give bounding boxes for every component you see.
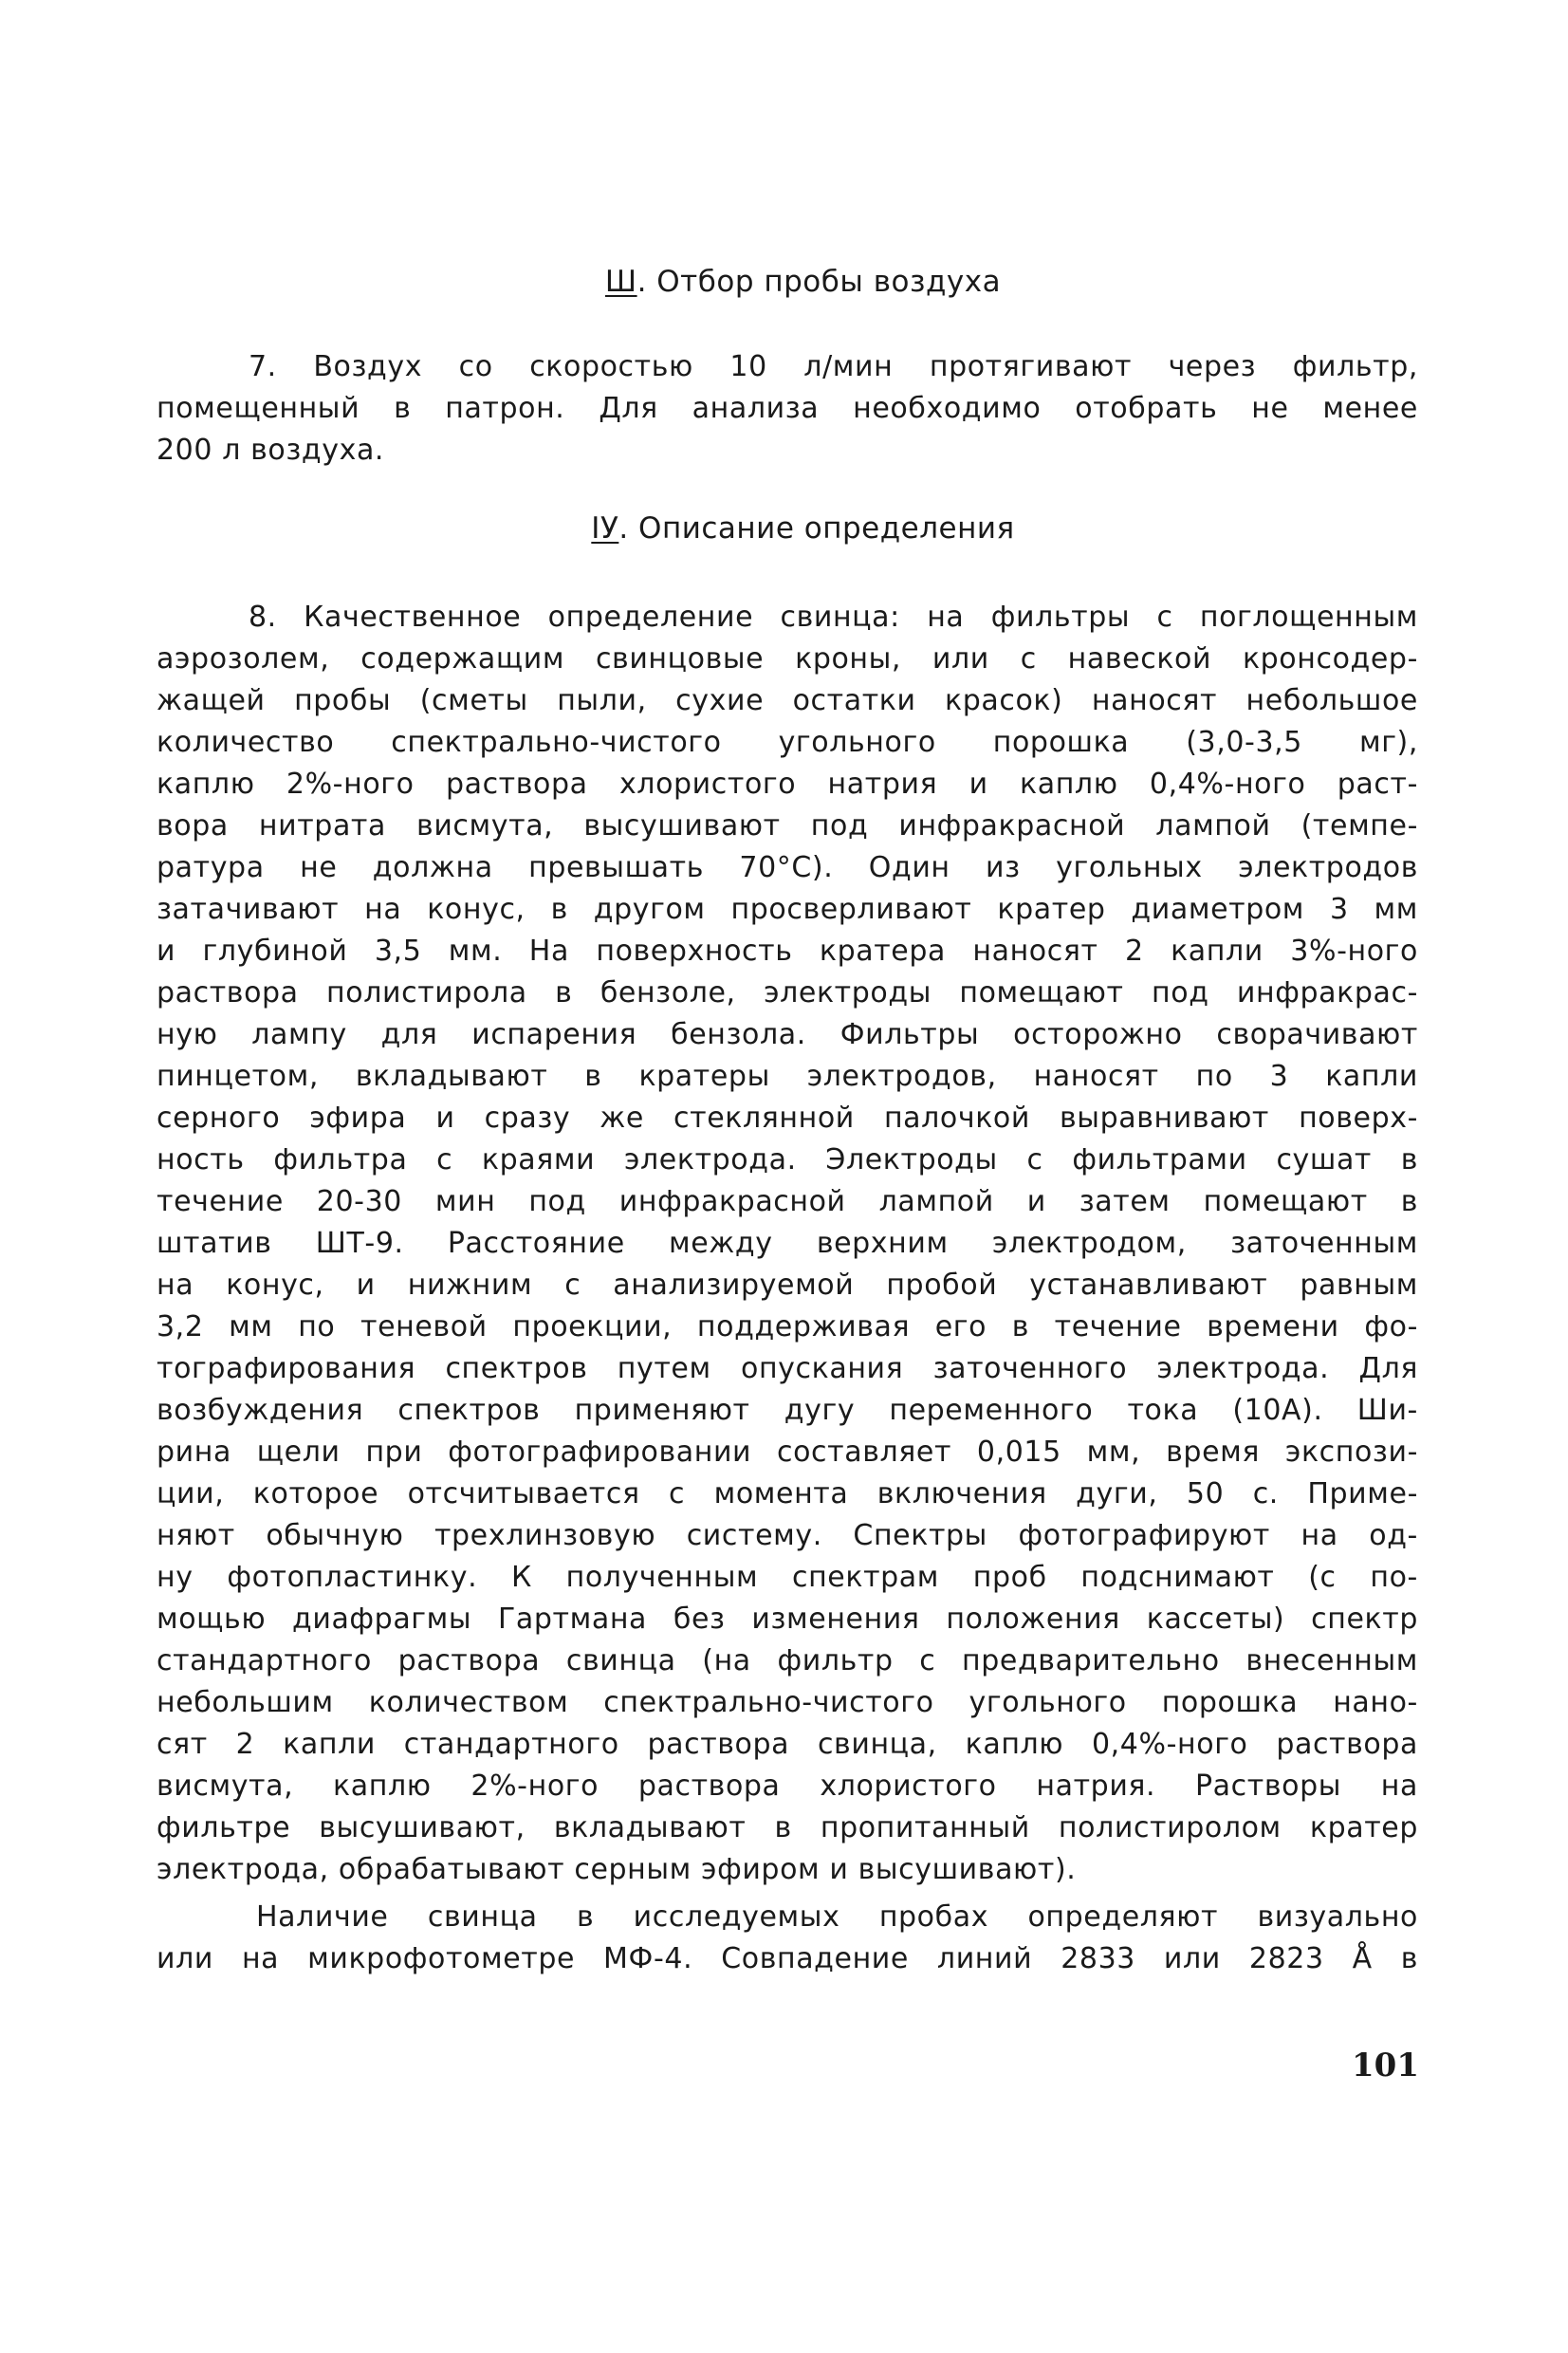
- text-line: рина щели при фотографировании составляет 0,015 мм, время экспози-: [157, 1436, 1418, 1469]
- text-line: Наличие свинца в исследуемых пробах определяют визуально: [256, 1900, 1418, 1934]
- text-line: тографирования спектров путем опускания заточенного электрода. Для: [157, 1352, 1418, 1385]
- text-line: раствора полистирола в бензоле, электроды помещают под инфракрас-: [157, 976, 1418, 1010]
- text-line: небольшим количеством спектрально-чистого угольного порошка нано-: [157, 1686, 1418, 1719]
- text-line: вора нитрата висмута, высушивают под инфракрасной лампой (темпе-: [157, 809, 1418, 843]
- text-line: штатив ШТ-9. Расстояние между верхним электродом, заточенным: [157, 1227, 1418, 1260]
- section-number: IУ: [591, 511, 619, 546]
- text-line: 3,2 мм по теневой проекции, поддерживая его в течение времени фо-: [157, 1310, 1418, 1343]
- text-line: каплю 2%-ного раствора хлористого натрия и каплю 0,4%-ного раст-: [157, 768, 1418, 801]
- text-line: и глубиной 3,5 мм. На поверхность кратера наносят 2 капли 3%-ного: [157, 935, 1418, 968]
- text-line: сят 2 капли стандартного раствора свинца, каплю 0,4%-ного раствора: [157, 1728, 1418, 1761]
- text-line: затачивают на конус, в другом просверливают кратер диаметром 3 мм: [157, 893, 1418, 926]
- page-number: 101: [1352, 2047, 1419, 2084]
- text-line: электрода, обрабатывают серным эфиром и высушивают).: [157, 1853, 1077, 1886]
- section-title: . Описание определения: [618, 511, 1015, 546]
- text-line: ратура не должна превышать 70°С). Один из угольных электродов: [157, 851, 1418, 884]
- text-line: фильтре высушивают, вкладывают в пропитанный полистиролом кратер: [157, 1811, 1418, 1844]
- text-line: жащей пробы (сметы пыли, сухие остатки красок) наносят небольшое: [157, 684, 1418, 717]
- text-line: ность фильтра с краями электрода. Электроды с фильтрами сушат в: [157, 1143, 1418, 1176]
- text-line: пинцетом, вкладывают в кратеры электродов, наносят по 3 капли: [157, 1060, 1418, 1093]
- text-line: или на микрофотометре МФ-4. Совпадение линий 2833 или 2823 Å в: [157, 1942, 1418, 1975]
- text-line: 7. Воздух со скоростью 10 л/мин протягивают через фильтр,: [249, 350, 1418, 383]
- text-line: на конус, и нижним с анализируемой пробой устанавливают равным: [157, 1269, 1418, 1302]
- section-title: . Отбор пробы воздуха: [636, 265, 1002, 299]
- text-line: мощью диафрагмы Гартмана без изменения положения кассеты) спектр: [157, 1603, 1418, 1636]
- text-line: висмута, каплю 2%-ного раствора хлористого натрия. Растворы на: [157, 1769, 1418, 1803]
- text-line: серного эфира и сразу же стеклянной палочкой выравнивают поверх-: [157, 1102, 1418, 1135]
- text-line: аэрозолем, содержащим свинцовые кроны, или с навеской кронсодер-: [157, 642, 1418, 676]
- text-line: количество спектрально-чистого угольного порошка (3,0-3,5 мг),: [157, 726, 1418, 759]
- text-line: ную лампу для испарения бензола. Фильтры осторожно сворачивают: [157, 1018, 1418, 1051]
- text-line: ну фотопластинку. К полученным спектрам проб подснимают (с по-: [157, 1561, 1418, 1594]
- text-line: 200 л воздуха.: [157, 434, 385, 467]
- text-line: течение 20-30 мин под инфракрасной лампой и затем помещают в: [157, 1185, 1418, 1218]
- section-number: Ш: [604, 265, 637, 299]
- text-line: ции, которое отсчитывается с момента включения дуги, 50 с. Приме-: [157, 1477, 1418, 1510]
- text-line: стандартного раствора свинца (на фильтр с предварительно внесенным: [157, 1644, 1418, 1677]
- text-line: 8. Качественное определение свинца: на фильтры с поглощенным: [249, 601, 1418, 634]
- section-heading-4: [19, 508, 1568, 549]
- section-heading-3: [19, 261, 1568, 303]
- text-line: помещенный в патрон. Для анализа необходимо отобрать не менее: [157, 392, 1418, 425]
- text-line: няют обычную трехлинзовую систему. Спектры фотографируют на од-: [157, 1519, 1418, 1552]
- text-line: возбуждения спектров применяют дугу переменного тока (10А). Ши-: [157, 1394, 1418, 1427]
